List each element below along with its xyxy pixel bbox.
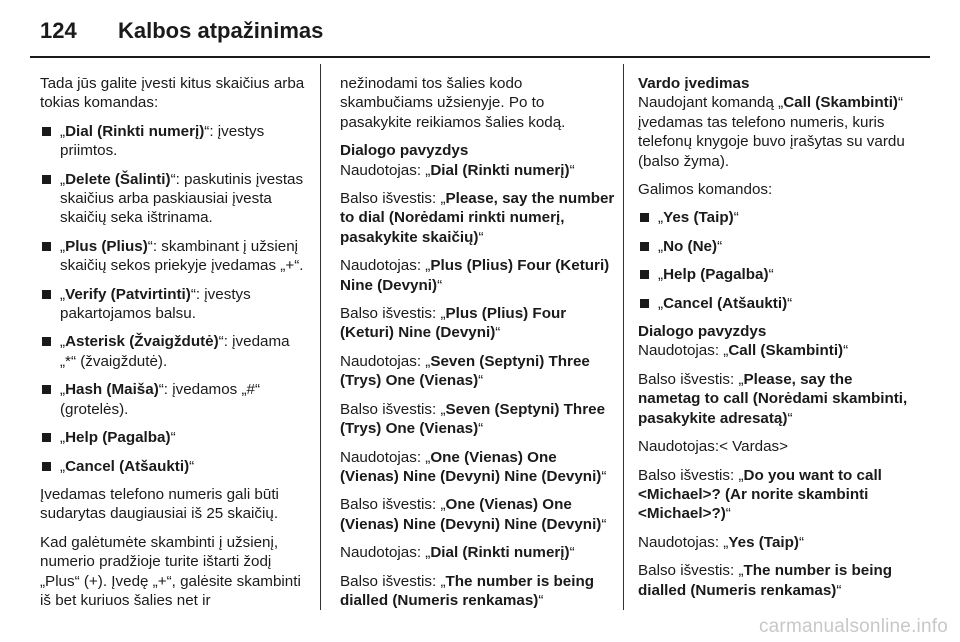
dialog-line: Naudotojas: „Call (Skambinti)“: [638, 342, 849, 360]
column-right: [638, 74, 910, 609]
dialog-line: Balso išvestis: „The number is being dialled (Numeris renkamas)“: [638, 562, 893, 599]
dialog-line: Naudotojas: „Dial (Rinkti numerį)“: [340, 544, 575, 562]
bullet-icon: [42, 433, 51, 442]
dialog-line: Naudotojas: „Dial (Rinkti numerį)“: [340, 161, 575, 179]
header-rule: [30, 56, 930, 58]
dialog-line: Naudotojas:< Vardas>: [638, 438, 789, 456]
bullet-icon: [42, 175, 51, 184]
list-item: „Cancel (Atšaukti)“: [40, 457, 308, 476]
dialog-line: Naudotojas: „Seven (Septyni) Three (Trys) One (Vienas)“: [340, 352, 590, 390]
bullet-icon: [42, 337, 51, 346]
dialog-line: Naudotojas: „One (Vienas) One (Vienas) Nine (Devyni) Nine (Devyni)“: [340, 448, 607, 485]
list-item: „Cancel (Atšaukti)“: [638, 294, 910, 313]
list-item: „Plus (Plius)“: skambinant į užsienį skaičių sekos priekyje įvedamas „+“.: [40, 237, 308, 276]
page-number: 124: [40, 18, 77, 43]
list-item: „Hash (Maiša)“: įvedamos „#“ (grotelės).: [40, 380, 308, 419]
body-paragraph: Įvedamas telefono numeris gali būti sudarytas daugiausiai iš 25 skaičių.: [40, 485, 279, 523]
bullet-icon: [42, 385, 51, 394]
example-heading: Dialogo pavyzdys: [638, 323, 767, 341]
list-item: „Help (Pagalba)“: [40, 428, 308, 447]
watermark: carmanualsonline.info: [758, 616, 948, 637]
dialog-line: Balso išvestis: „Do you want to call <Michael>? (Ar norite skambinti <Michael>?)“: [638, 466, 882, 523]
list-item: „Delete (Šalinti)“: paskutinis įvestas skaičius arba paskiausiai įvesta skaičių seka ištrinama.: [40, 170, 308, 228]
command-list: [40, 122, 308, 476]
intro-paragraph: Tada jūs galite įvesti kitus skaičius arba tokias komandas:: [40, 75, 305, 112]
column-left: [40, 74, 308, 619]
list-item: „Yes (Taip)“: [638, 208, 910, 227]
dialog-line: Balso išvestis: „Please, say the number to dial (Norėdami rinkti numerį, pasakykite skaičių)“: [340, 190, 615, 246]
list-item: „Verify (Patvirtinti)“: įvestys pakartojamos balsu.: [40, 285, 308, 324]
bullet-icon: [42, 290, 51, 299]
example-heading: Dialogo pavyzdys: [340, 142, 469, 160]
page-header: [40, 18, 323, 48]
dialog-line: Balso išvestis: „One (Vienas) One (Vienas) Nine (Devyni) Nine (Devyni)“: [340, 496, 607, 533]
section-heading: Vardo įvedimas: [638, 75, 750, 92]
bullet-icon: [42, 127, 51, 136]
continuation-paragraph: nežinodami tos šalies kodo skambučiams užsienyje. Po to pasakykite reikiamos šalies kodą.: [340, 75, 566, 131]
dialog-line: Balso išvestis: „The number is being dialled (Numeris renkamas)“: [340, 572, 595, 609]
column-divider: [623, 64, 624, 610]
body-paragraph: Kad galėtumėte skambinti į užsienį, numerio pradžioje turite ištarti žodį „Plus“ (+). Įvedę „+“, galėsite skambinti iš bet kuriuos šalies net ir: [40, 533, 301, 609]
list-item: „Asterisk (Žvaigždutė)“: įvedama „*“ (žvaigždutė).: [40, 332, 308, 371]
dialog-line: Balso išvestis: „Plus (Plius) Four (Keturi) Nine (Devyni)“: [340, 305, 567, 342]
dialog-line: Balso išvestis: „Please, say the nametag to call (Norėdami skambinti, pasakykite adresatą)“: [638, 370, 908, 427]
bullet-icon: [640, 213, 649, 222]
bullet-icon: [640, 299, 649, 308]
bullet-icon: [640, 270, 649, 279]
possible-commands-label: Galimos komandos:: [638, 181, 773, 199]
list-item: „Help (Pagalba)“: [638, 265, 910, 284]
list-item: „No (Ne)“: [638, 237, 910, 256]
bullet-icon: [42, 462, 51, 471]
dialog-line: Naudotojas: „Yes (Taip)“: [638, 533, 805, 551]
command-list: [638, 208, 910, 313]
page-title: Kalbos atpažinimas: [118, 18, 324, 43]
dialog-line: Naudotojas: „Plus (Plius) Four (Keturi) Nine (Devyni)“: [340, 257, 610, 294]
list-item: „Dial (Rinkti numerį)“: įvestys priimtos.: [40, 122, 308, 161]
column-middle: [340, 74, 616, 619]
bullet-icon: [42, 242, 51, 251]
column-divider: [320, 64, 321, 610]
dialog-line: Balso išvestis: „Seven (Septyni) Three (Trys) One (Vienas)“: [340, 400, 606, 438]
bullet-icon: [640, 242, 649, 251]
intro-paragraph: Naudojant komandą „Call (Skambinti)“ įvedamas tas telefono numeris, kuris telefonų knygoje buvo įrašytas su vardu (balso žyma).: [638, 94, 905, 170]
